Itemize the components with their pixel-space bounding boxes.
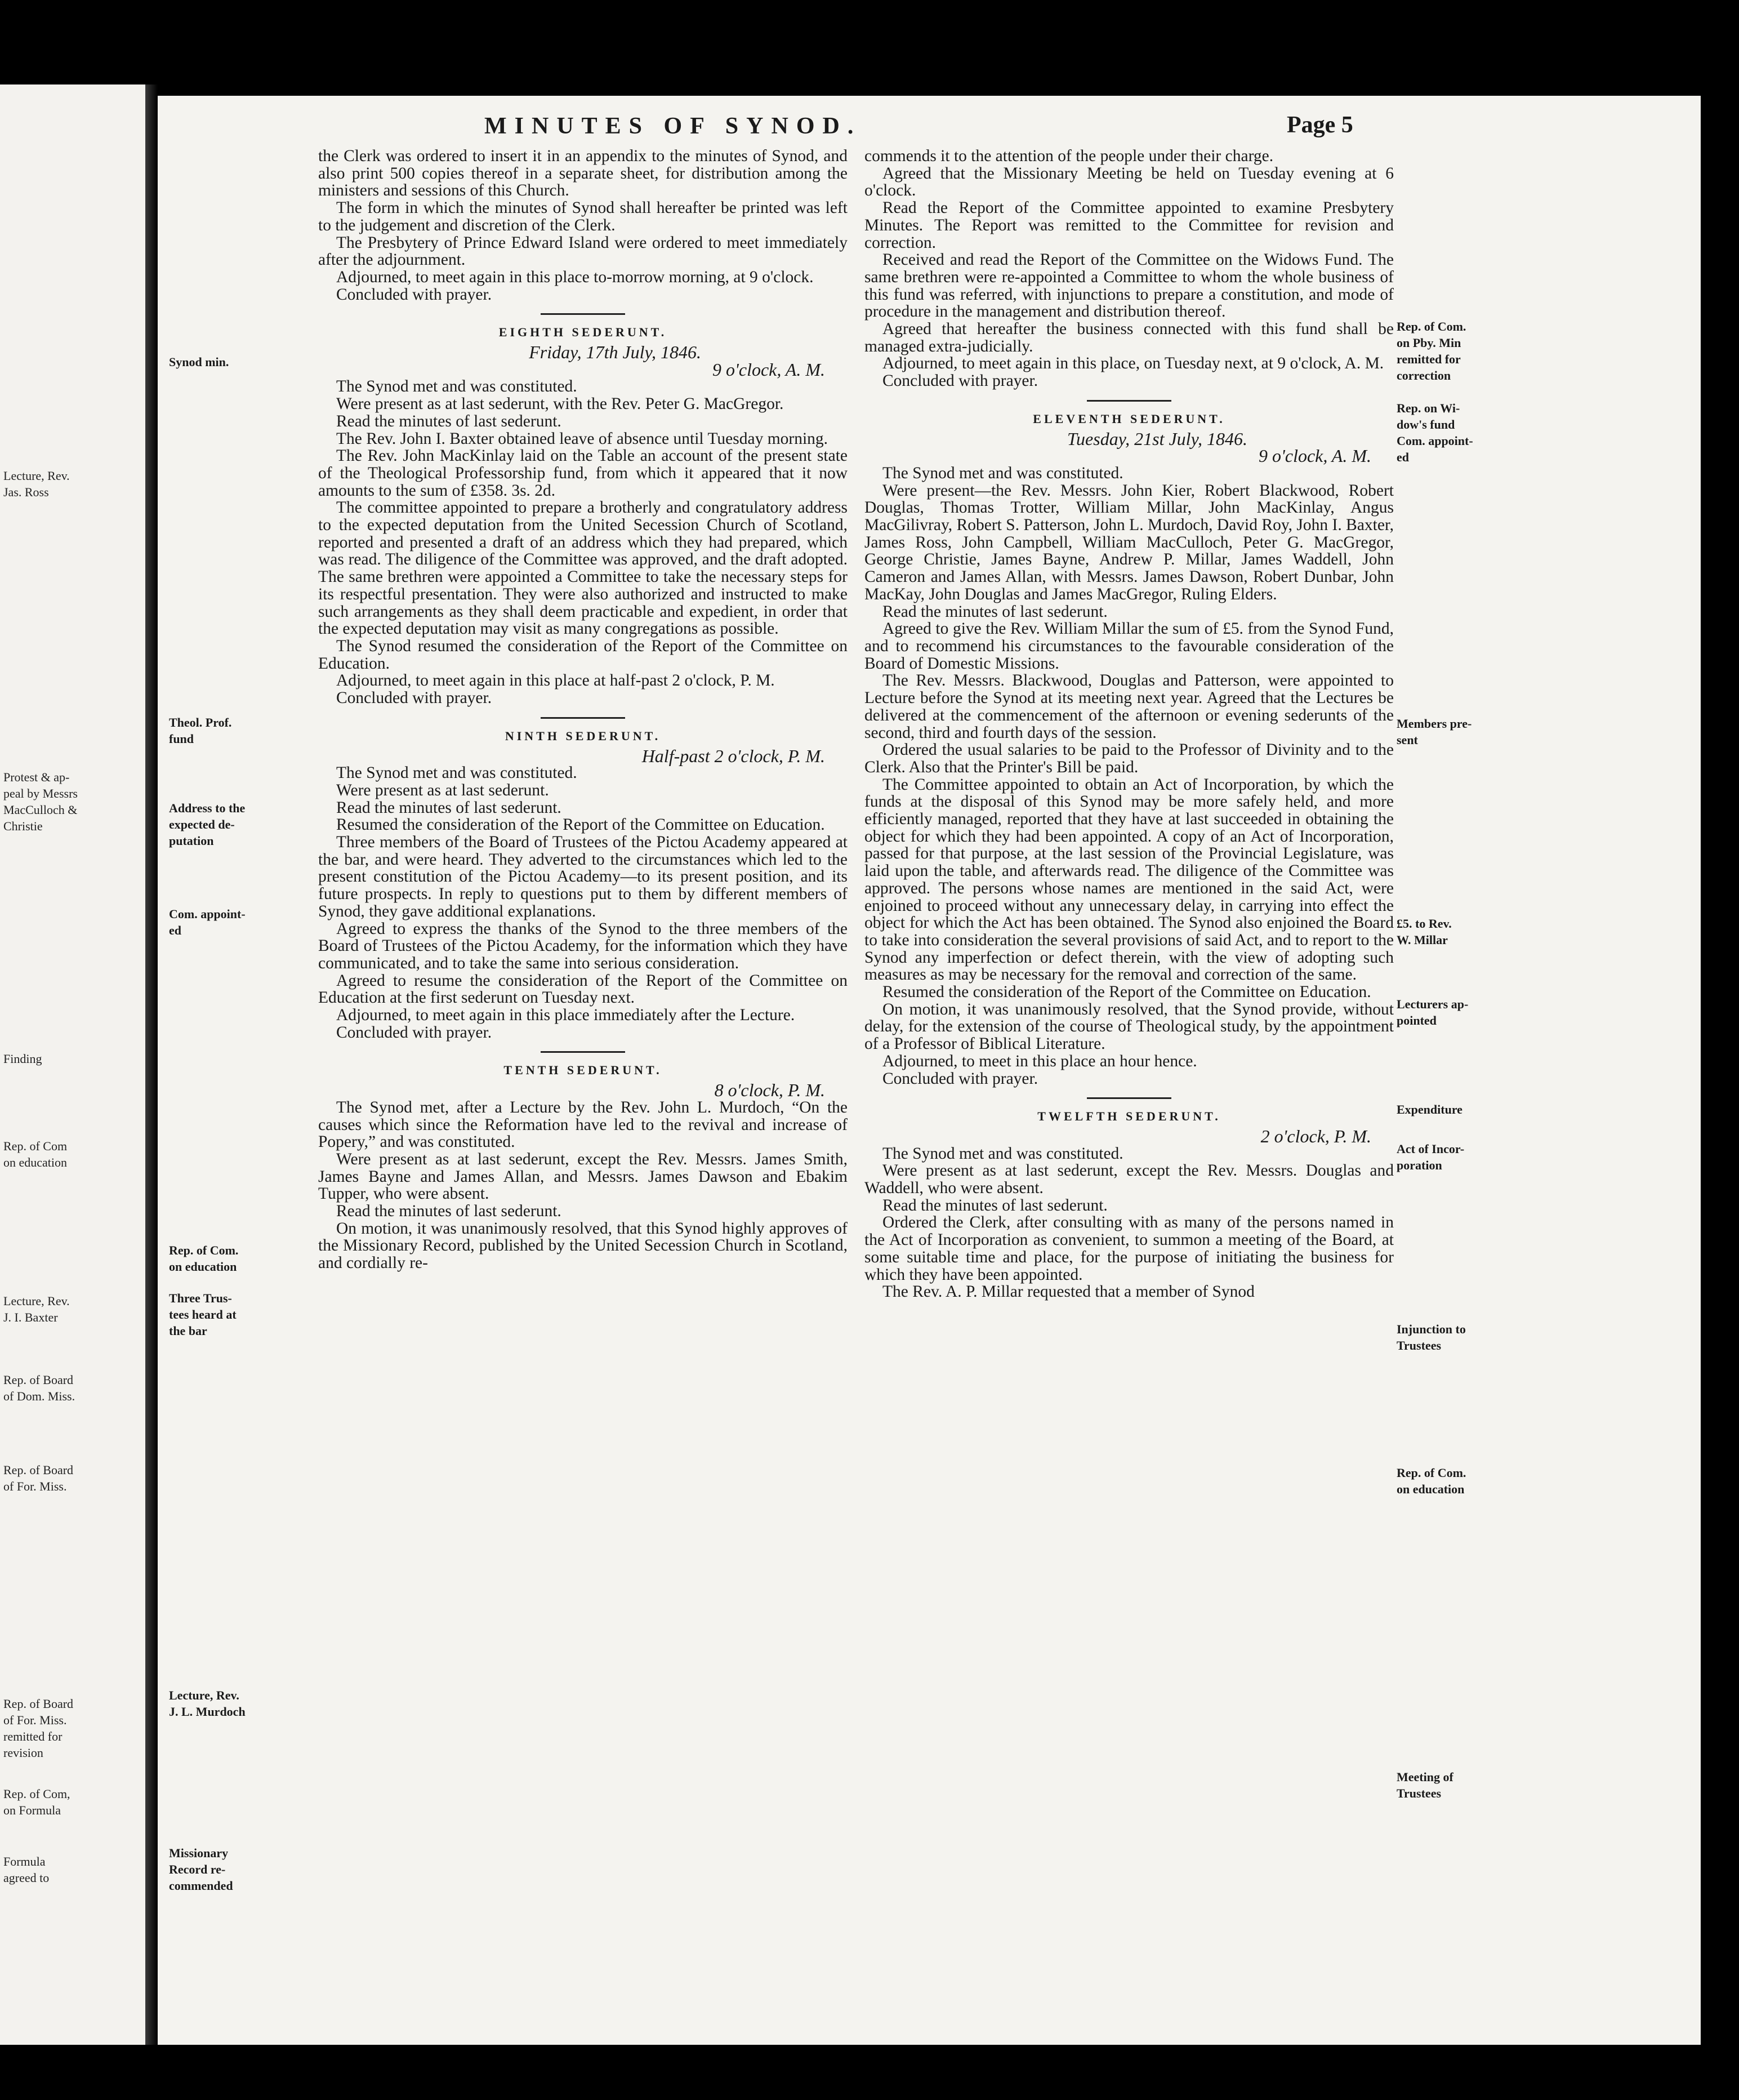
section-rule [541, 313, 625, 315]
sederunt-time: Half-past 2 o'clock, P. M. [641, 745, 825, 766]
sederunt-heading: TENTH SEDERUNT. [503, 1063, 662, 1078]
sederunt-heading: NINTH SEDERUNT. [505, 728, 661, 743]
minute-paragraph: Agreed to give the Rev. William Millar the sum of £5. from the Synod Fund, and to recommend his circumstances to the favourable consideration of the Board of Domestic Missions. [864, 620, 1394, 673]
section-rule [541, 717, 625, 719]
section-rule [541, 1051, 625, 1053]
minute-paragraph: Were present as at last sederunt, with the Rev. Peter G. MacGregor. [336, 395, 784, 413]
minute-paragraph: The Committee appointed to obtain an Act of Incorporation, by which the funds at the disposal of this Synod may be more safely held, and more efficiently managed, reported that they have at last succeeded in obtaining the object for which they had been appointed. A copy of an Act of Incorporation, passed for that purpose, at the last session of the Provincial Legislature, was laid upon the table, and afterwards read. The diligence of the Committee was approved. The persons whose names are mentioned in the said Act, were enjoined to proceed without any unnecessary delay, in carrying into effect the object for which the Act has been obtained. The Synod also enjoined the Board to take into consideration the several provisions of said Act, and to report to the Synod any imperfection or defect therein, with the view of adopting such measures as may be necessary for the removal and correction of the same. [864, 775, 1394, 984]
margin-note: Meeting of Trustees [1397, 1770, 1453, 1800]
minute-paragraph: The Synod met, after a Lecture by the Rev. John L. Murdoch, “On the causes which since the Reformation have led to the revival and increase of Popery,” and was constituted. [318, 1098, 848, 1151]
sederunt-time: 9 o'clock, A. M. [712, 359, 825, 380]
minute-paragraph: The Rev. A. P. Millar requested that a member of Synod [882, 1283, 1255, 1301]
minute-paragraph: The Rev. John MacKinlay laid on the Table an account of the present state of the Theological Professorship fund, from which it appeared that it now amounts to the sum of £358. 3s. 2d. [318, 447, 848, 500]
minute-paragraph: The Synod met and was constituted. [336, 764, 577, 782]
margin-note: Rep. of Com on education [3, 1139, 68, 1169]
minute-paragraph: Adjourned, to meet again in this place at half-past 2 o'clock, P. M. [336, 671, 775, 690]
margin-note: Expenditure [1397, 1102, 1462, 1116]
minute-paragraph: Ordered the usual salaries to be paid to the Professor of Divinity and to the Clerk. Also that the Printer's Bill be paid. [864, 741, 1394, 776]
minute-paragraph: Concluded with prayer. [882, 1069, 1038, 1088]
margin-note: Address to the expected de- putation [169, 801, 246, 848]
margin-note: Formula agreed to [3, 1854, 50, 1885]
margin-note: Synod min. [169, 355, 229, 369]
sederunt-time: 9 o'clock, A. M. [1259, 446, 1371, 466]
minute-paragraph: Read the minutes of last sederunt. [336, 798, 561, 817]
minute-paragraph: The Rev. John I. Baxter obtained leave of absence until Tuesday morning. [336, 429, 828, 448]
minute-paragraph: Concluded with prayer. [336, 689, 492, 708]
sederunt-heading: EIGHTH SEDERUNT. [498, 325, 667, 340]
minute-paragraph: Agreed to resume the consideration of the Report of the Committee on Education at the first sederunt on Tuesday next. [318, 971, 848, 1007]
right-column [864, 148, 1394, 1301]
margin-note: Lecture, Rev. J. I. Baxter [3, 1294, 70, 1324]
minute-paragraph: Ordered the Clerk, after consulting with as many of the persons named in the Act of Incorporation as convenient, to summon a meeting of the Board, at some suitable time and place, for the purpose of initiating the business for which they have been appointed. [864, 1213, 1394, 1284]
sederunt-date: Friday, 17th July, 1846. [529, 342, 701, 363]
section-rule [1087, 1097, 1171, 1099]
margin-note: Finding [3, 1052, 42, 1066]
minute-paragraph: The Presbytery of Prince Edward Island were ordered to meet immediately after the adjournment. [318, 233, 848, 269]
minute-paragraph: On motion, it was unanimously resolved, that this Synod highly approves of the Missionary Record, published by the United Secession Church in Scotland, and cordially re- [318, 1219, 848, 1273]
margin-note: Rep. of Com, on Formula [3, 1787, 70, 1817]
minute-paragraph: Adjourned, to meet again in this place, on Tuesday next, at 9 o'clock, A. M. [882, 354, 1384, 373]
margin-note: Rep. of Board of Dom. Miss. [3, 1373, 75, 1403]
sederunt-time: 2 o'clock, P. M. [1260, 1125, 1371, 1146]
minute-paragraph: Concluded with prayer. [882, 372, 1038, 390]
margin-note: Com. appoint- ed [169, 907, 246, 937]
left-column [318, 148, 848, 1272]
margin-note: Rep. of Com. on education [1397, 1466, 1466, 1496]
minute-paragraph: Agreed to express the thanks of the Synod to the three members of the Board of Trustees of the Pictou Academy, for the information which they have communicated, and to take the same into serious consideration. [318, 919, 848, 972]
page-number: Page 5 [1287, 112, 1353, 138]
margin-note: Theol. Prof. fund [169, 715, 232, 746]
sederunt-heading: ELEVENTH SEDERUNT. [1033, 411, 1225, 426]
minute-paragraph: Received and read the Report of the Committee on the Widows Fund. The same brethren were re-appointed a Committee to whom the whole business of this fund was referred, with injunctions to prepare a constitution, and mode of procedure in the management and distribution thereof. [864, 251, 1394, 321]
minute-paragraph: The form in which the minutes of Synod shall hereafter be printed was left to the judgement and discretion of the Clerk. [318, 199, 848, 234]
margin-note: £5. to Rev. W. Millar [1397, 916, 1452, 947]
minute-paragraph: the Clerk was ordered to insert it in an appendix to the minutes of Synod, and also print 500 copies thereof in a separate sheet, for distribution among the ministers and sessions of this Church. [318, 147, 848, 200]
minute-paragraph: Read the Report of the Committee appointed to examine Presbytery Minutes. The Report was remitted to the Committee for revision and correction. [864, 199, 1394, 252]
margin-note: Rep. of Board of For. Miss. [3, 1463, 74, 1493]
margin-note: Act of Incor- poration [1397, 1142, 1465, 1172]
minute-paragraph: The Synod met and was constituted. [336, 377, 577, 396]
minute-paragraph: Agreed that hereafter the business connected with this fund shall be managed extra-judicially. [864, 320, 1394, 355]
page-gutter [145, 84, 158, 2045]
minute-paragraph: Read the minutes of last sederunt. [882, 602, 1108, 621]
margin-note: Missionary Record re- commended [169, 1846, 233, 1893]
margin-note: Members pre- sent [1397, 717, 1472, 747]
minute-paragraph: Read the minutes of last sederunt. [882, 1196, 1108, 1214]
minute-paragraph: Resumed the consideration of the Report of the Committee on Education. [882, 983, 1371, 1002]
margin-note: Lecture, Rev. J. L. Murdoch [169, 1688, 246, 1719]
minute-paragraph: The Synod resumed the consideration of the Report of the Committee on Education. [318, 637, 848, 673]
minute-paragraph: Three members of the Board of Trustees of the Pictou Academy appeared at the bar, and were heard. They adverted to the circumstances which led to the present constitution of the Pictou Academy—to its present position, and its future prospects. In reply to questions put to them by different members of Synod, they gave additional explanations. [318, 833, 848, 920]
margin-note: Rep. of Com. on education [169, 1243, 239, 1274]
minute-paragraph: The Rev. Messrs. Blackwood, Douglas and Patterson, were appointed to Lecture before the Synod at its meeting next year. Agreed that the Lectures be delivered at the commencement of the afternoon or evening sederunts of the second, third and fourth days of the session. [864, 671, 1394, 742]
minute-paragraph: Read the minutes of last sederunt. [336, 412, 561, 430]
minute-paragraph: On motion, it was unanimously resolved, that the Synod provide, without delay, for the extension of the course of Theological study, by the appointment of a Professor of Biblical Literature. [864, 1000, 1394, 1053]
minute-paragraph: Resumed the consideration of the Report of the Committee on Education. [336, 816, 825, 834]
sederunt-time: 8 o'clock, P. M. [714, 1080, 825, 1101]
margin-note: Rep. of Com. on Pby. Min remitted for correction [1397, 319, 1466, 382]
margin-note: Three Trus- tees heard at the bar [169, 1291, 237, 1338]
minute-paragraph: Adjourned, to meet again in this place to-morrow morning, at 9 o'clock. [336, 268, 814, 286]
running-head: MINUTES OF SYNOD. [484, 113, 862, 139]
minute-paragraph: Concluded with prayer. [336, 285, 492, 304]
minute-paragraph: Adjourned, to meet in this place an hour hence. [882, 1052, 1197, 1070]
minute-paragraph: The Synod met and was constituted. [882, 464, 1123, 482]
minute-paragraph: The Synod met and was constituted. [882, 1144, 1123, 1163]
minute-paragraph: Were present as at last sederunt. [336, 781, 549, 799]
minute-paragraph: commends it to the attention of the people under their charge. [864, 147, 1274, 165]
margin-note: Lecture, Rev. Jas. Ross [3, 469, 70, 499]
sederunt-heading: TWELFTH SEDERUNT. [1037, 1109, 1221, 1124]
margin-note: Injunction to Trustees [1397, 1322, 1466, 1352]
margin-note: Protest & ap- peal by Messrs MacCulloch & Christie [3, 770, 78, 833]
minute-paragraph: Read the minutes of last sederunt. [336, 1202, 561, 1221]
minute-paragraph: The committee appointed to prepare a brotherly and congratulatory address to the expected deputation from the United Secession Church of Scotland, reported and presented a draft of an address which they had prepared, which was read. The diligence of the Committee was approved, and the draft adopted. The same brethren were appointed a Committee to take the necessary steps for its respectful presentation. They were also authorized and instructed to make such arrangements as they shall deem practicable and expedient, in order that the expected deputation may visit as many congregations as possible. [318, 499, 848, 638]
minute-paragraph: Agreed that the Missionary Meeting be held on Tuesday evening at 6 o'clock. [864, 164, 1394, 200]
margin-note: Rep. of Board of For. Miss. remitted for revision [3, 1697, 74, 1760]
margin-note: Lecturers ap- pointed [1397, 997, 1469, 1027]
minute-paragraph: Were present as at last sederunt, except the Rev. Messrs. James Smith, James Bayne and James Allan, and Messrs. James Dawson and Ebakim Tupper, who were absent. [318, 1150, 848, 1203]
sederunt-date: Tuesday, 21st July, 1846. [1067, 428, 1247, 449]
minute-paragraph: Were present—the Rev. Messrs. John Kier, Robert Blackwood, Robert Douglas, Thomas Trotter, William Millar, John MacKinlay, Angus MacGilivray, Robert S. Patterson, John L. Murdoch, David Roy, John I. Baxter, James Ross, John Campbell, William MacCulloch, Peter G. MacGregor, George Christie, James Bayne, Andrew P. Millar, James Waddell, John Cameron and James Allan, with Messrs. James Dawson, Robert Dunbar, John MacKay, John Douglas and James MacGregor, Ruling Elders. [864, 481, 1394, 603]
minute-paragraph: Were present as at last sederunt, except the Rev. Messrs. Douglas and Waddell, who were absent. [864, 1162, 1394, 1198]
margin-note: Rep. on Wi- dow's fund Com. appoint- ed [1397, 401, 1473, 464]
section-rule [1087, 400, 1171, 402]
minute-paragraph: Concluded with prayer. [336, 1023, 492, 1042]
minute-paragraph: Adjourned, to meet again in this place immediately after the Lecture. [336, 1006, 795, 1025]
